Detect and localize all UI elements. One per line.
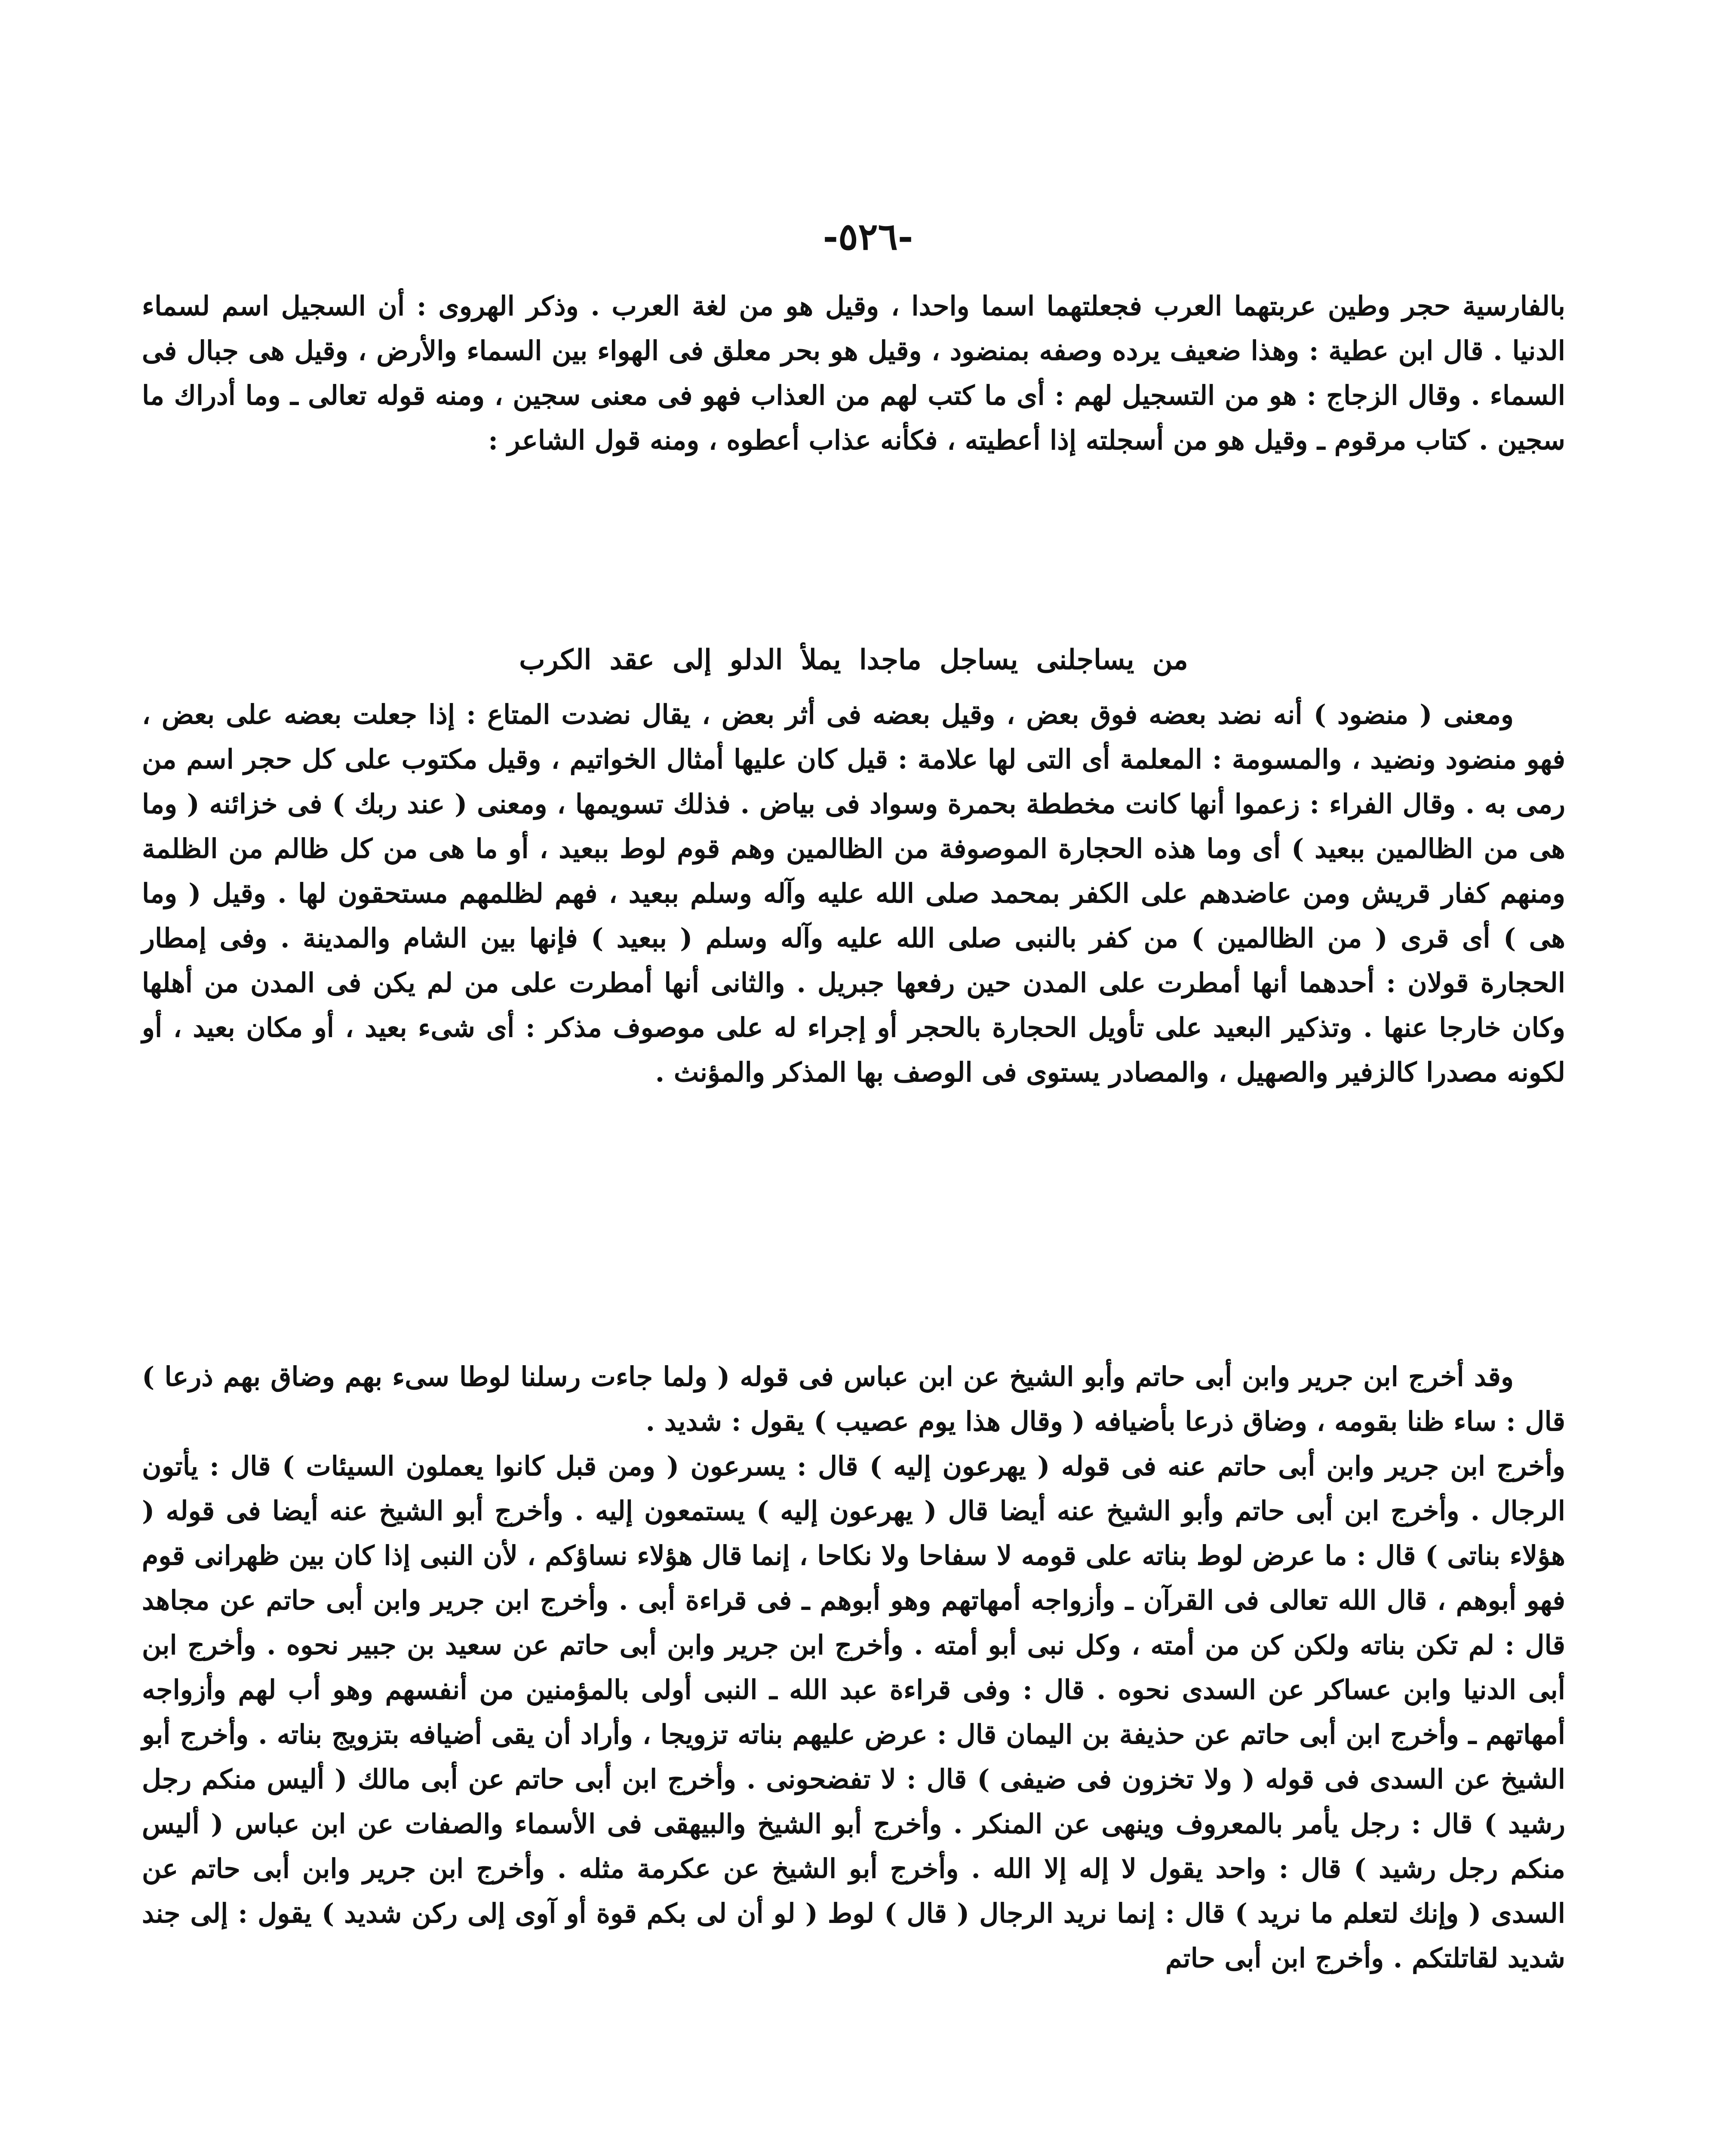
page-number: -٥٢٦- (823, 215, 913, 258)
poetry-verse: من يساجلنى يساجل ماجدا يملأ الدلو إلى عقد الكرب (519, 644, 1188, 676)
paragraph: بالفارسية حجر وطين عربتهما العرب فجعلتهما اسما واحدا ، وقيل هو من لغة العرب . وذكر الهروى : أن السجيل اسم لسماء الدنيا . قال ابن عطية : وهذا ضعيف يرده وصفه بمنضود ، وقيل هو بحر معلق فى الهواء بين السماء والأرض ، وقيل هى جبال فى السماء . وقال الزجاج : هو من التسجيل لهم : أى ما كتب لهم من العذاب فهو فى معنى سجين ، ومنه قوله تعالى ـ وما أدراك ما سجين . كتاب مرقوم ـ وقيل هو من أسجلته إذا أعطيته ، فكأنه عذاب أعطوه ، ومنه قول الشاعر : (142, 290, 1565, 456)
paragraph: ومعنى ( منضود ) أنه نضد بعضه فوق بعض ، وقيل بعضه فى أثر بعض ، يقال نضدت المتاع : إذا جعلت بعضه على بعض ، فهو منضود ونضيد ، والمسومة : المعلمة أى التى لها علامة : قيل كان عليها أمثال الخواتيم ، وقيل مكتوب على كل حجر اسم من رمى به . وقال الفراء : زعموا أنها كانت مخططة بحمرة وسواد فى بياض . فذلك تسويمها ، ومعنى ( عند ربك ) فى خزائنه ( وما هى من الظالمين ببعيد ) أى وما هذه الحجارة الموصوفة من الظالمين وهم قوم لوط ببعيد ، أو ما هى من كل ظالم من الظلمة ومنهم كفار قريش ومن عاضدهم على الكفر بمحمد صلى الله عليه وآله وسلم ببعيد ، فهم لظلمهم مستحقون لها . وقيل ( وما هى ) أى قرى ( من الظالمين ) من كفر بالنبى صلى الله عليه وآله وسلم ( ببعيد ) فإنها بين الشام والمدينة . وفى إمطار الحجارة قولان : أحدهما أنها أمطرت على المدن حين رفعها جبريل . والثانى أنها أمطرت على من لم يكن فى المدن من أهلها وكان خارجا عنها . وتذكير البعيد على تأويل الحجارة بالحجر أو إجراء له على موصوف مذكر : أى شىء بعيد ، أو مكان بعيد ، أو لكونه مصدرا كالزفير والصهيل ، والمصادر يستوى فى الوصف بها المذكر والمؤنث . (142, 699, 1565, 1088)
paragraph: وقد أخرج ابن جرير وابن أبى حاتم وأبو الشيخ عن ابن عباس فى قوله ( ولما جاءت رسلنا لوطا سىء بهم وضاق بهم ذرعا ) قال : ساء ظنا بقومه ، وضاق ذرعا بأضيافه ( وقال هذا يوم عصيب ) يقول : شديد . (142, 1361, 1565, 1437)
top-text-block (142, 284, 1565, 463)
paragraph: وأخرج ابن جرير وابن أبى حاتم عنه فى قوله ( يهرعون إليه ) قال : يسرعون ( ومن قبل كانوا يعملون السيئات ) قال : يأتون الرجال . وأخرج ابن أبى حاتم وأبو الشيخ عنه أيضا قال ( يهرعون إليه ) يستمعون إليه . وأخرج أبو الشيخ عنه أيضا فى قوله ( هؤلاء بناتى ) قال : ما عرض لوط بناته على قومه لا سفاحا ولا نكاحا ، إنما قال هؤلاء نساؤكم ، لأن النبى إذا كان بين ظهرانى قوم فهو أبوهم ، قال الله تعالى فى القرآن ـ وأزواجه أمهاتهم وهو أبوهم ـ فى قراءة أبى . وأخرج ابن جرير وابن أبى حاتم عن مجاهد قال : لم تكن بناته ولكن كن من أمته ، وكل نبى أبو أمته . وأخرج ابن جرير وابن أبى حاتم عن سعيد بن جبير نحوه . وأخرج ابن أبى الدنيا وابن عساكر عن السدى نحوه . قال : وفى قراءة عبد الله ـ النبى أولى بالمؤمنين من أنفسهم وهو أب لهم وأزواجه أمهاتهم ـ وأخرج ابن أبى حاتم عن حذيفة بن اليمان قال : عرض عليهم بناته تزويجا ، وأراد أن يقى أضيافه بتزويج بناته . وأخرج أبو الشيخ عن السدى فى قوله ( ولا تخزون فى ضيفى ) قال : لا تفضحونى . وأخرج ابن أبى حاتم عن أبى مالك ( أليس منكم رجل رشيد ) قال : رجل يأمر بالمعروف وينهى عن المنكر . وأخرج أبو الشيخ والبيهقى فى الأسماء والصفات عن ابن عباس ( أليس منكم رجل رشيد ) قال : واحد يقول لا إله إلا الله . وأخرج أبو الشيخ عن عكرمة مثله . وأخرج ابن جرير وابن أبى حاتم عن السدى ( وإنك لتعلم ما نريد ) قال : إنما نريد الرجال ( قال ) لوط ( لو أن لى بكم قوة أو آوى إلى ركن شديد ) يقول : إلى جند شديد لقاتلتكم . وأخرج ابن أبى حاتم (142, 1450, 1565, 1974)
middle-text-block (142, 692, 1565, 1095)
bottom-text-block (142, 1354, 1565, 1981)
